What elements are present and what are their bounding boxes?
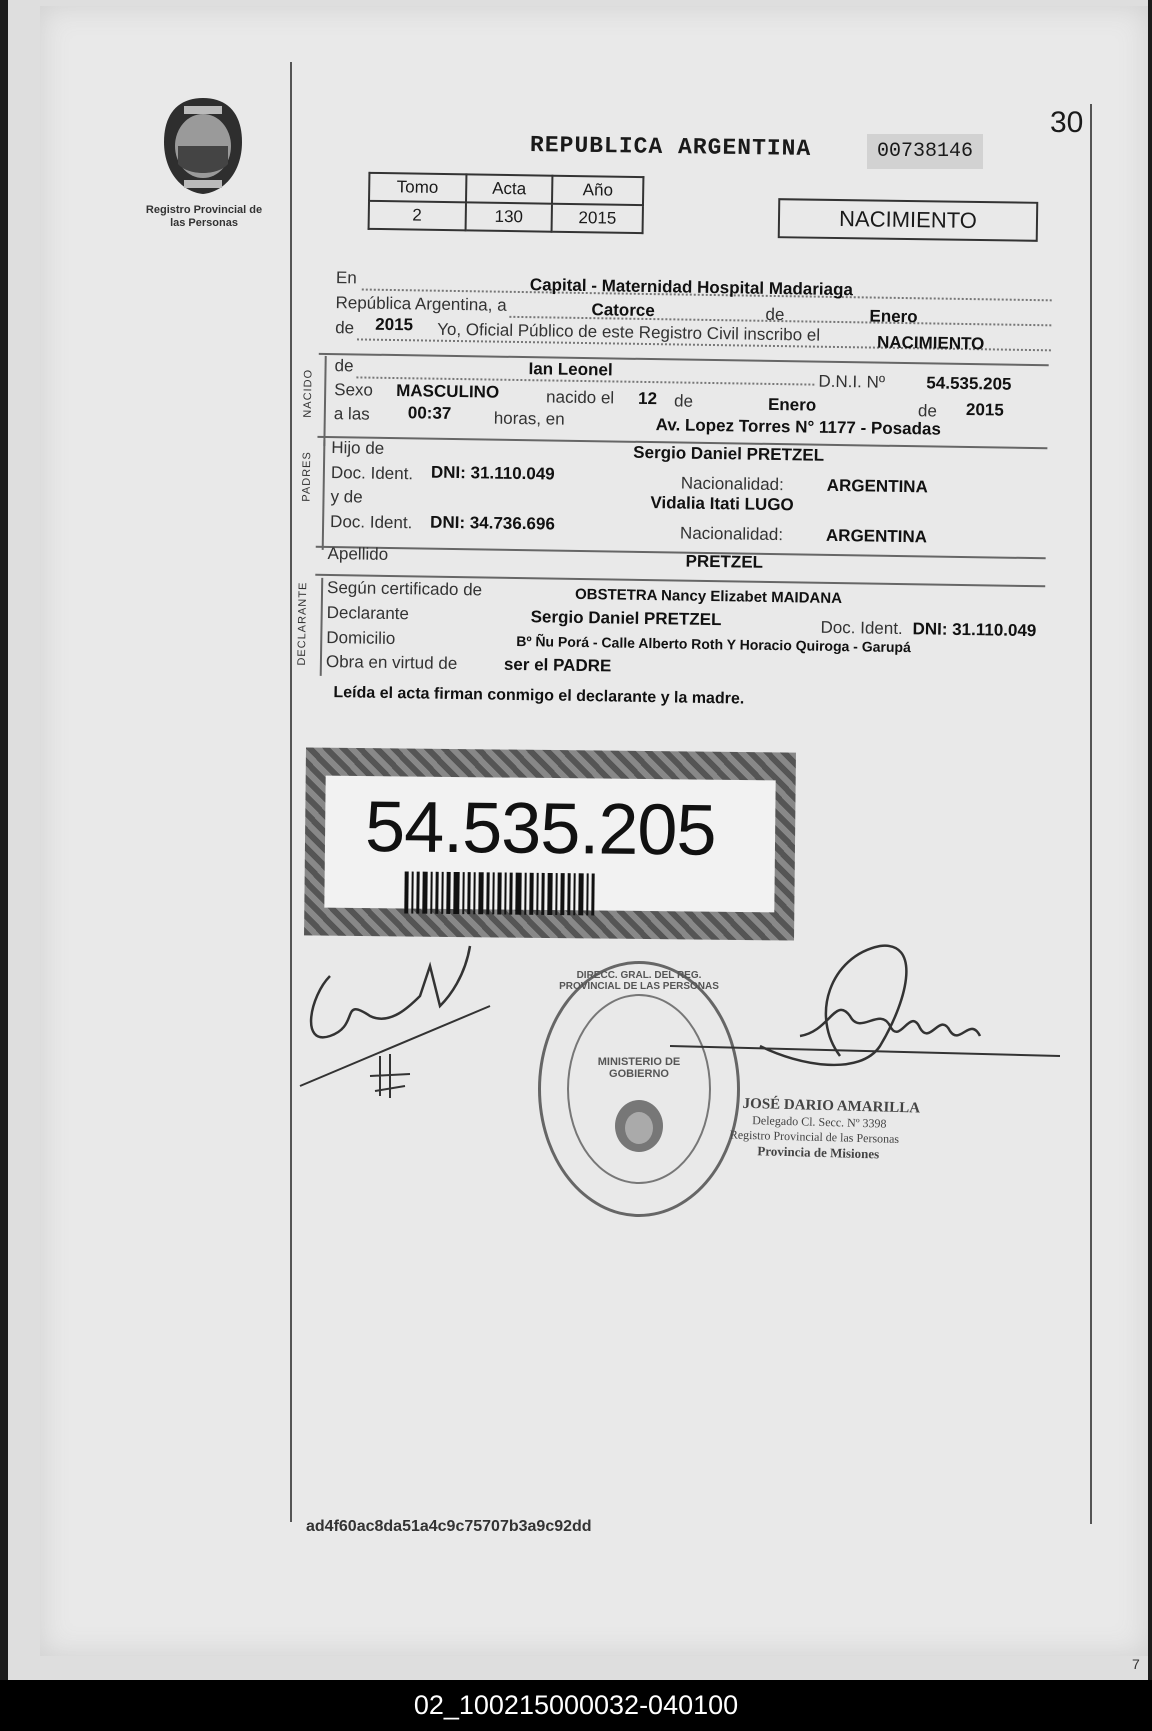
barcode-bar: [497, 872, 501, 914]
mother-nationality-value: ARGENTINA: [825, 525, 928, 547]
nacido-side-label: NACIDO: [301, 368, 315, 418]
official-signature-icon: [660, 936, 1100, 1116]
birth-month-value: Enero: [767, 394, 817, 415]
month-value: Enero: [869, 306, 918, 327]
padres-bracket: [322, 440, 326, 550]
nacido-el-label: nacido el: [545, 387, 615, 408]
father-nationality-value: ARGENTINA: [826, 475, 928, 497]
domicilio-label: Domicilio: [326, 627, 396, 649]
declarant-value: Sergio Daniel PRETZEL: [530, 607, 722, 630]
dni-sticker: [304, 747, 796, 940]
certificate-by-value: OBSTETRA Nancy Elizabet MAIDANA: [574, 585, 843, 608]
sticker-panel: [324, 776, 775, 913]
nacionalidad-label-2: Nacionalidad:: [679, 523, 784, 545]
father-dni-value: DNI: 31.110.049: [430, 462, 555, 484]
declarant-signature-icon: [290, 936, 520, 1116]
official-line-1: Delegado Cl. Secc. Nº 3398: [752, 1113, 887, 1131]
de-label-2: de: [335, 318, 355, 338]
ano-header: Año: [552, 176, 643, 205]
barcode-bar: [555, 873, 557, 915]
nacionalidad-label: Nacionalidad:: [680, 473, 784, 495]
footer-id-bar: 02_100215000032-040100: [0, 1680, 1152, 1731]
separator: [316, 546, 1046, 559]
stamp-ring-text: DIRECC. GRAL. DEL REG. PROVINCIAL DE LAS PERSONAS: [559, 970, 719, 992]
barcode-bar: [486, 872, 489, 914]
tomo-value: 2: [369, 201, 466, 231]
serial-number: 00738146: [867, 134, 983, 169]
mother-dni-value: DNI: 34.736.696: [429, 512, 556, 534]
mother-name-value: Vidalia Itati LUGO: [650, 493, 794, 515]
de-label-5: de: [917, 401, 938, 421]
official-name: JOSÉ DARIO AMARILLA: [742, 1095, 921, 1117]
a-las-label: a las: [333, 404, 370, 424]
declarante-label: Declarante: [326, 602, 410, 624]
barcode-bar: [529, 873, 533, 915]
registry-logo-text: Registro Provincial de las Personas: [145, 204, 263, 229]
dni-label: D.N.I. Nº: [818, 371, 886, 392]
barcode-bar: [492, 872, 494, 914]
de-label-4: de: [673, 391, 694, 411]
barcode-bar: [504, 873, 506, 915]
inscription-type-value: NACIMIENTO: [876, 332, 985, 354]
official-line-3: Provincia de Misiones: [757, 1143, 880, 1162]
barcode-bar: [462, 872, 464, 914]
place-value: Capital - Maternidad Hospital Madariaga: [529, 275, 854, 300]
document-hash: ad4f60ac8da51a4c9c75707b3a9c92dd: [306, 1518, 592, 1535]
barcode-bar: [411, 872, 413, 914]
barcode-bar: [441, 872, 443, 914]
en-label: En: [335, 268, 357, 288]
apellido-label: Apellido: [327, 543, 389, 564]
birth-address-value: Av. Lopez Torres N° 1177 - Posadas: [655, 415, 942, 439]
barcode-bar: [524, 873, 526, 915]
sex-value: MASCULINO: [396, 381, 500, 402]
padres-side-label: PADRES: [300, 451, 314, 502]
barcode-bar: [536, 873, 538, 915]
birth-day-value: 12: [637, 388, 658, 409]
father-name-value: Sergio Daniel PRETZEL: [633, 442, 825, 465]
barcode-bar: [435, 872, 438, 914]
tomo-header: Tomo: [369, 173, 466, 203]
barcode-bar: [509, 873, 512, 915]
declarante-side-label: DECLARANTE: [295, 581, 310, 666]
barcode-bar: [547, 873, 552, 915]
oficial-text: Yo, Oficial Público de este Registro Civil inscribo el: [437, 319, 821, 345]
doc-ident-label: Doc. Ident.: [330, 463, 414, 484]
barcode-bar: [467, 872, 470, 914]
sexo-label: Sexo: [334, 380, 374, 400]
document-type-box: NACIMIENTO: [778, 198, 1039, 242]
sticker-number: 54.535.205: [364, 787, 716, 871]
domicile-value: Bº Ñu Porá - Calle Alberto Roth Y Horacio Quiroga - Garupá: [516, 632, 911, 656]
obra-label: Obra en virtud de: [325, 651, 458, 674]
scanned-page: [8, 0, 1148, 1680]
barcode-bar: [478, 872, 483, 914]
barcode-bar: [591, 873, 594, 915]
barcode-bar: [404, 871, 408, 913]
day-text-value: Catorce: [591, 300, 655, 321]
birth-time-value: 00:37: [407, 403, 452, 423]
barcode-bar: [586, 873, 588, 915]
closing-text: Leída el acta firman conmigo el declarante y la madre.: [333, 684, 745, 708]
year-value: 2015: [375, 314, 414, 335]
y-de-label: y de: [330, 487, 363, 507]
barcode-bar: [573, 873, 575, 915]
child-dni-value: 54.535.205: [926, 373, 1012, 394]
barcode-bar: [416, 872, 419, 914]
barcode-bar: [541, 873, 544, 915]
ano-value: 2015: [552, 204, 643, 233]
page-number: 30: [1050, 106, 1084, 139]
certificado-label: Según certificado de: [326, 577, 483, 600]
child-name-value: Ian Leonel: [528, 359, 613, 380]
acta-value: 130: [465, 202, 552, 231]
declarant-dni-value: DNI: 31.110.049: [912, 619, 1037, 641]
birth-year-value: 2015: [965, 400, 1004, 420]
republica-label: República Argentina, a: [335, 293, 507, 315]
country-title: REPUBLICA ARGENTINA: [529, 132, 812, 162]
de-label: de: [765, 304, 785, 325]
barcode-bar: [422, 872, 427, 914]
capacity-value: ser el PADRE: [503, 654, 612, 676]
doc-ident-label-2: Doc. Ident.: [329, 512, 413, 533]
separator: [319, 353, 1049, 366]
barcode-bar: [560, 873, 564, 915]
hijo-de-label: Hijo de: [331, 438, 385, 458]
stamp-inner-text: MINISTERIO DE GOBIERNO: [597, 1056, 681, 1080]
barcode-bar: [453, 872, 459, 914]
declarante-bracket: [320, 578, 324, 676]
official-block: [729, 1096, 920, 1164]
de-label-3: de: [334, 356, 354, 376]
official-line-2: Registro Provincial de las Personas: [729, 1127, 900, 1146]
acta-header: Acta: [466, 174, 553, 203]
surname-value: PRETZEL: [685, 551, 764, 572]
barcode: [404, 871, 704, 916]
barcode-bar: [578, 873, 583, 915]
barcode-bar: [446, 872, 450, 914]
doc-ident-label-3: Doc. Ident.: [820, 617, 903, 639]
horas-en-label: horas, en: [493, 408, 565, 429]
barcode-bar: [473, 872, 475, 914]
certificate-sheet: [40, 6, 1148, 1672]
corner-mark: 7: [1132, 1656, 1140, 1672]
barcode-bar: [515, 873, 521, 915]
nacido-bracket: [323, 356, 326, 446]
barcode-bar: [567, 873, 570, 915]
barcode-bar: [430, 872, 432, 914]
